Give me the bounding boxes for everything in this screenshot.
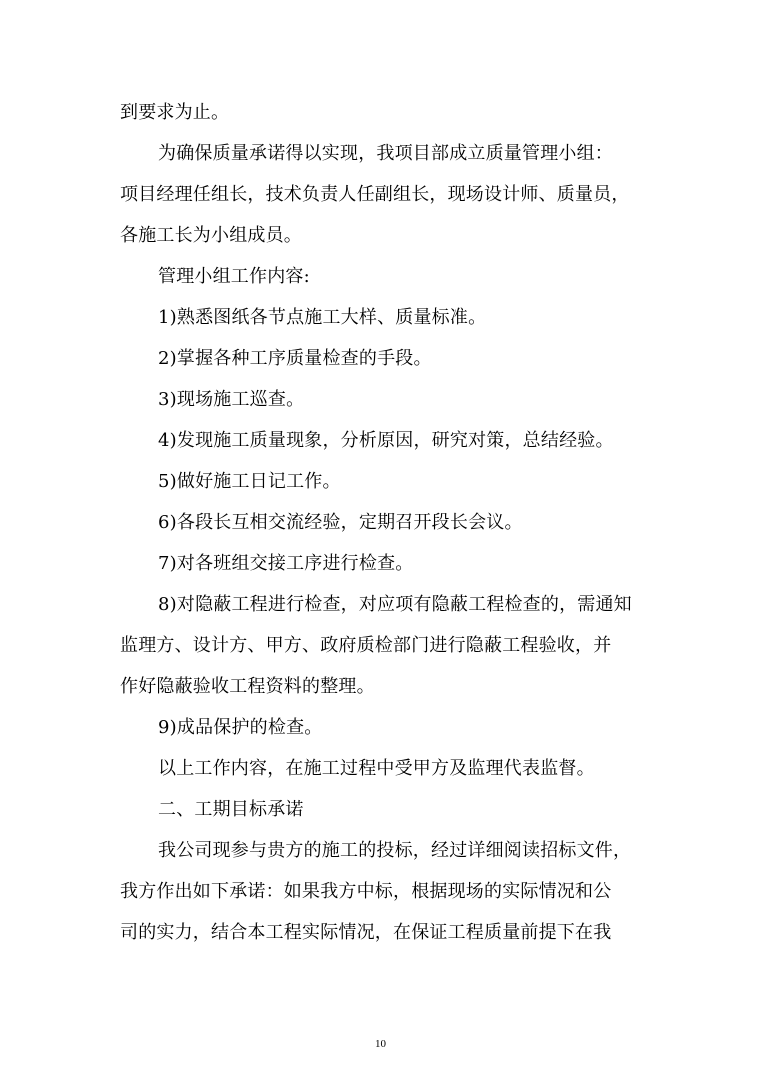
page-number: 10 <box>375 1038 386 1050</box>
text-line: 监理方、设计方、甲方、政府质检部门进行隐蔽工程验收，并 <box>120 635 612 656</box>
document-body <box>120 92 640 953</box>
list-item: 6)各段长互相交流经验，定期召开段长会议。 <box>158 512 523 533</box>
text-line: 作好隐蔽验收工程资料的整理。 <box>120 676 375 697</box>
list-item: 7)对各班组交接工序进行检查。 <box>158 553 414 574</box>
paragraph-start-line: 以上工作内容，在施工过程中受甲方及监理代表监督。 <box>158 758 595 779</box>
text-line: 各施工长为小组成员。 <box>120 225 302 246</box>
section-heading: 二、工期目标承诺 <box>158 799 304 820</box>
text-line: 司的实力，结合本工程实际情况，在保证工程质量前提下在我 <box>120 922 612 943</box>
section-heading: 管理小组工作内容: <box>158 266 310 287</box>
text-line: 项目经理任组长，技术负责人任副组长，现场设计师、质量员， <box>120 184 630 205</box>
list-item: 1)熟悉图纸各节点施工大样、质量标准。 <box>158 307 487 328</box>
list-item: 8)对隐蔽工程进行检查，对应项有隐蔽工程检查的，需通知 <box>158 594 632 615</box>
text-line: 我方作出如下承诺：如果我方中标，根据现场的实际情况和公 <box>120 881 612 902</box>
paragraph-start-line: 我公司现参与贵方的施工的投标，经过详细阅读招标文件， <box>158 840 632 861</box>
list-item: 4)发现施工质量现象，分析原因，研究对策，总结经验。 <box>158 430 614 451</box>
list-item: 3)现场施工巡查。 <box>158 389 305 410</box>
paragraph-start-line: 为确保质量承诺得以实现，我项目部成立质量管理小组： <box>158 143 613 164</box>
list-item: 5)做好施工日记工作。 <box>158 471 341 492</box>
text-line: 到要求为止。 <box>120 102 230 123</box>
list-item: 9)成品保护的检查。 <box>158 717 323 738</box>
list-item: 2)掌握各种工序质量检查的手段。 <box>158 348 432 369</box>
